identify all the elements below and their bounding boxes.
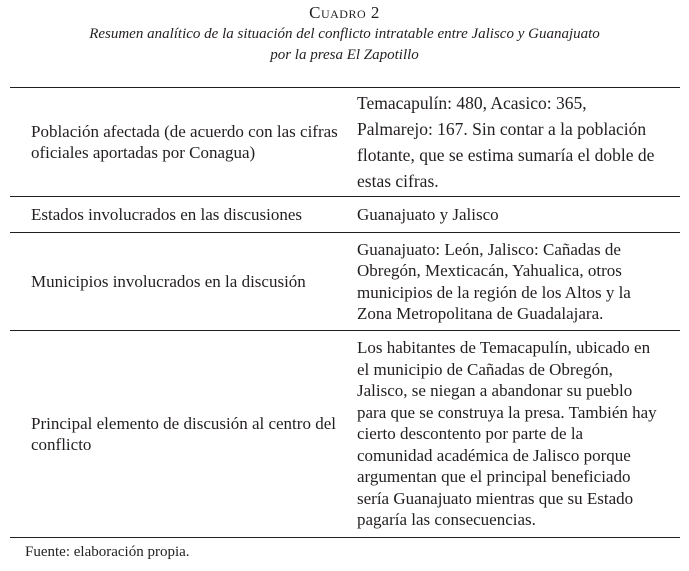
table-row: [10, 233, 680, 331]
source-note: Fuente: elaboración propia.: [25, 544, 190, 560]
row-value: Los habitantes de Temacapulín, ubicado en el municipio de Cañadas de Obregón, Jalisco, se niegan a abandonar su pueblo para que se construya la presa. También hay cierto descontento por parte de la comunidad académica de Jalisco porque argumentan que el principal beneficiado sería Guanajuato mientras que su Estado pagaría las consecuencias.: [357, 338, 657, 530]
row-label: Población afectada (de acuerdo con las cifras oficiales aportadas por Conagua): [31, 122, 338, 162]
caption-title-line-2: por la presa El Zapotillo: [270, 47, 419, 63]
row-value: Guanajuato y Jalisco: [357, 204, 499, 224]
row-label: Principal elemento de discusión al centro del conflicto: [31, 414, 336, 454]
row-label: Estados involucrados en las discusiones: [31, 205, 303, 224]
row-value: Temacapulín: 480, Acasico: 365, Palmarejo: 167. Sin contar a la población flotante, que se estima sumaría el doble de estas cifras.: [357, 93, 655, 191]
table-row: [10, 197, 680, 233]
row-value: Guanajuato: León, Jalisco: Cañadas de Obregón, Mexticacán, Yahualica, otros municipios de la región de los Altos y la Zona Metropolitana de Guadalajara.: [357, 239, 631, 323]
caption-title-line-1: Resumen analítico de la situación del conflicto intratable entre Jalisco y Guanajuato: [89, 26, 600, 42]
table-caption: [0, 2, 689, 66]
row-label: Municipios involucrados en la discusión: [31, 272, 306, 291]
summary-table: [10, 87, 680, 538]
caption-label: Cuadro 2: [309, 3, 380, 22]
table-row: [10, 331, 680, 537]
table-row: [10, 88, 680, 197]
